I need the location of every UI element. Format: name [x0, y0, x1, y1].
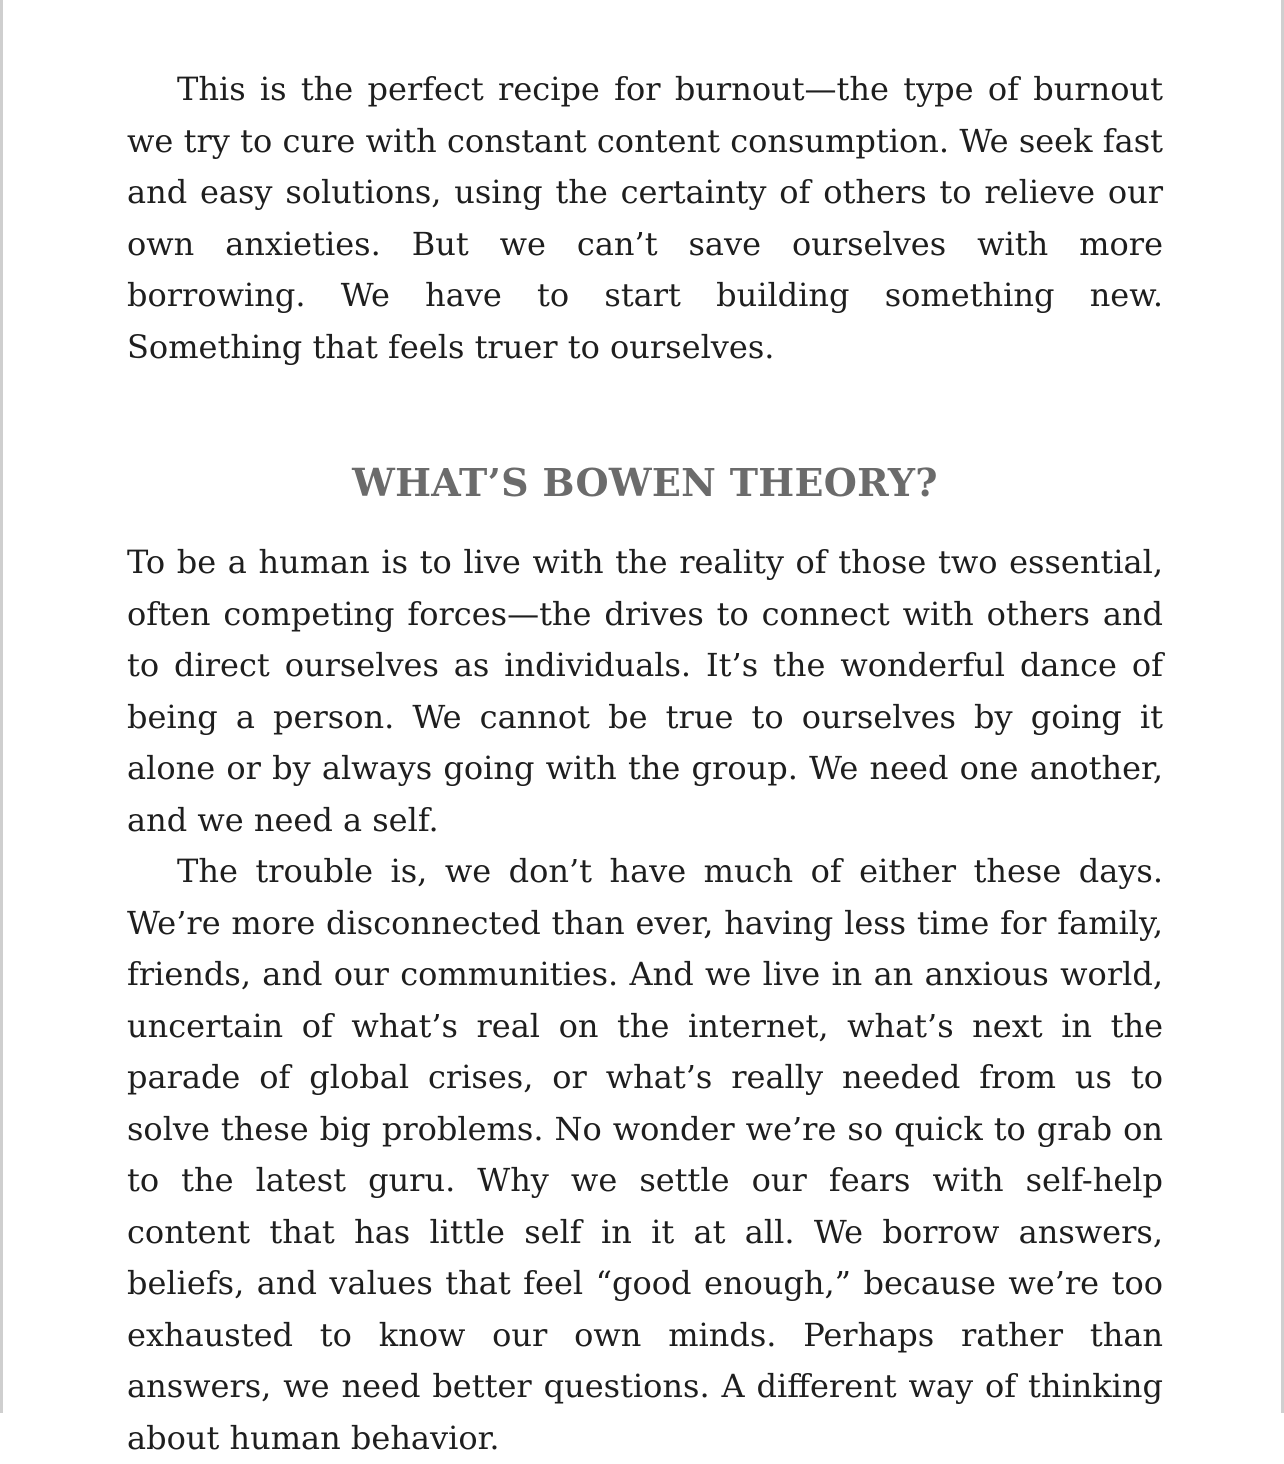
body-paragraph: The trouble is, we don’t have much of either these days. We’re more disconnected than ever, having less time for family, friends, and our communities. And we live in an anxious world, uncertain of what’s real on the internet, what’s next in the parade of global crises, or what’s really needed from us to solve these big problems. No wonder we’re so quick to grab on to the latest guru. Why we settle our fears with self-help content that has little self in it at all. We borrow answers, beliefs, and values that feel “good enough,” because we’re too exhausted to know our own minds. Perhaps rather than answers, we need better questions. A different way of thinking about human behavior. [127, 852, 1163, 1457]
section-heading: WHAT’S BOWEN THEORY? [352, 460, 938, 505]
body-paragraph: This is the perfect recipe for burnout—the type of burnout we try to cure with constant content consumption. We seek fast and easy solutions, using the certainty of others to relieve our own anxieties. But we can’t save ourselves with more borrowing. We have to start building something new. Something that feels truer to ourselves. [127, 70, 1163, 366]
body-paragraph: To be a human is to live with the reality of those two essential, often competing forces—the drives to connect with others and to direct ourselves as individuals. It’s the wonderful dance of being a person. We cannot be true to ourselves by going it alone or by always going with the group. We need one another, and we need a self. [127, 543, 1163, 839]
text-column [127, 64, 1163, 1464]
